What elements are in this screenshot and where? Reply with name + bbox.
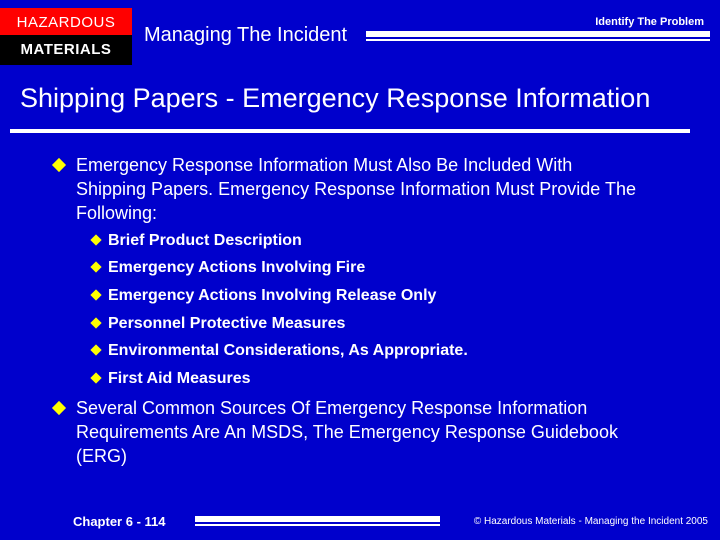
bullet-text: Several Common Sources Of Emergency Response Information Requirements Are An MSDS, The Emergency Response Guidebook (ERG): [76, 398, 618, 466]
sub-bullet-text: Personnel Protective Measures: [108, 315, 346, 332]
title-divider: [10, 129, 690, 133]
sub-bullet-text: Brief Product Description: [108, 232, 302, 249]
materials-badge: MATERIALS: [0, 35, 132, 65]
sub-bullet-item: [90, 369, 251, 389]
hazardous-badge: HAZARDOUS: [0, 8, 132, 38]
copyright-notice: © Hazardous Materials - Managing the Incident 2005: [473, 516, 708, 527]
header-divider: [366, 31, 710, 37]
bullet-text: Emergency Response Information Must Also Be Included With Shipping Papers. Emergency Response Information Must Provide The Following:: [76, 155, 636, 223]
sub-bullet-item: [90, 231, 302, 251]
footer-divider: [195, 516, 440, 522]
header-divider-thin: [366, 39, 710, 41]
chapter-page-number: Chapter 6 - 114: [73, 514, 166, 529]
sub-bullet-item: [90, 258, 365, 278]
slide-title: Shipping Papers - Emergency Response Information: [20, 83, 651, 113]
section-label: Identify The Problem: [589, 16, 704, 28]
footer-divider-thin: [195, 524, 440, 526]
header-title: Managing The Incident: [144, 24, 348, 46]
sub-bullet-item: [90, 286, 436, 306]
sub-bullet-text: Emergency Actions Involving Release Only: [108, 287, 437, 304]
sub-bullet-text: Environmental Considerations, As Appropriate.: [108, 342, 468, 359]
sub-bullet-text: Emergency Actions Involving Fire: [108, 259, 366, 276]
bullet-item: [50, 153, 640, 225]
bullet-item: [50, 396, 640, 468]
sub-bullet-text: First Aid Measures: [108, 370, 251, 387]
sub-bullet-item: [90, 341, 468, 361]
sub-bullet-item: [90, 314, 345, 334]
